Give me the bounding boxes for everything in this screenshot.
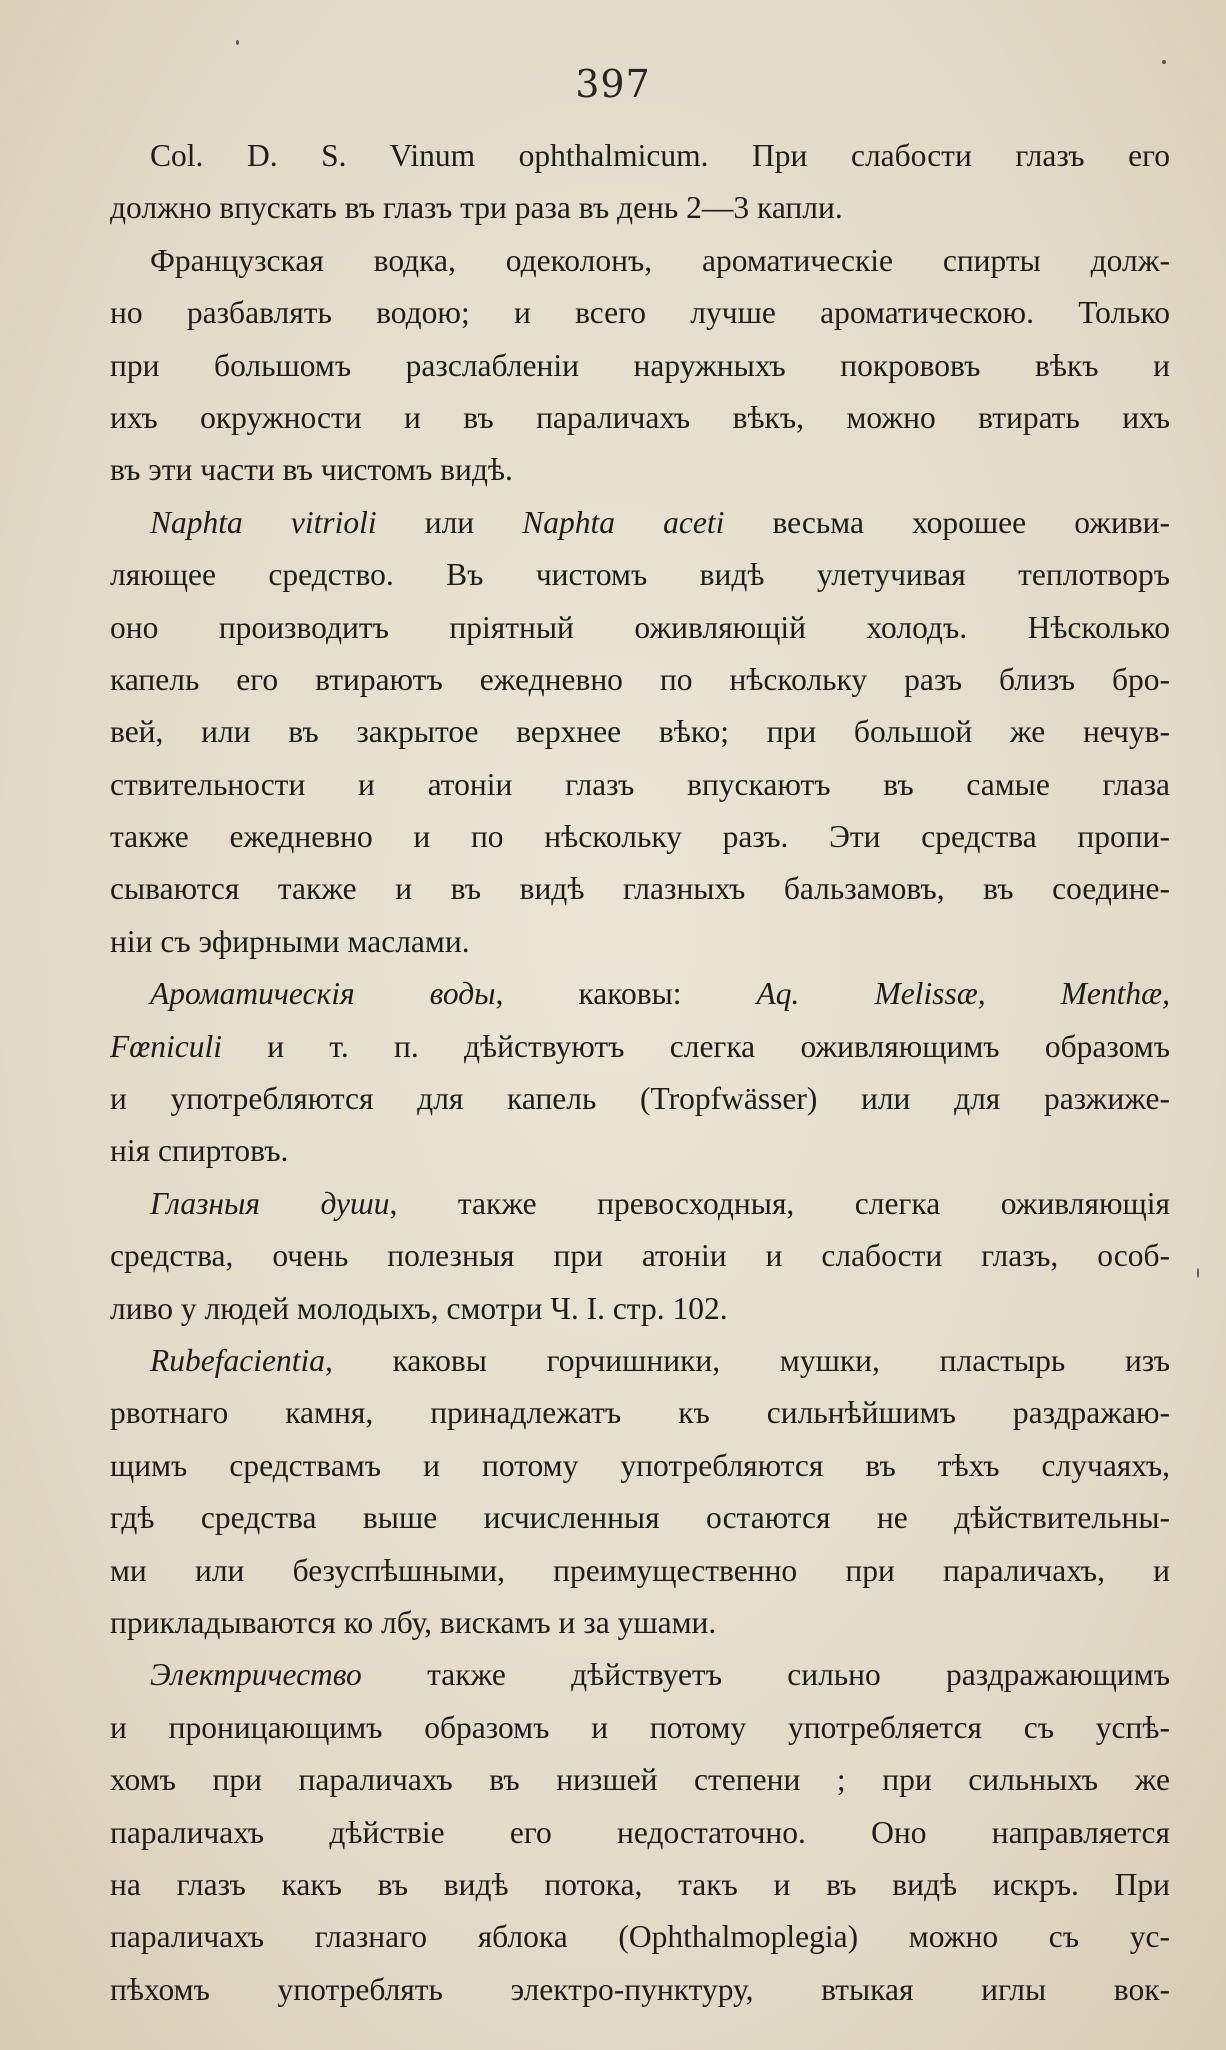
text-line — [110, 1597, 1170, 1649]
text-segment: гдѣ средства выше исчисленныя остаются не дѣйствительны- — [110, 1500, 1170, 1536]
text-segment: прикладываются ко лбу, вискамъ и за ушами. — [110, 1604, 717, 1640]
italic-term: Naphta aceti — [522, 504, 725, 540]
text-segment: параличахъ глазнаго яблока (Ophthalmoplegia) можно съ ус- — [110, 1919, 1170, 1955]
text-segment: ляющее средство. Въ чистомъ видѣ улетучивая теплотворъ — [110, 557, 1170, 593]
text-line — [110, 444, 1170, 496]
text-segment: но разбавлять водою; и всего лучше ароматическою. Только — [110, 295, 1170, 331]
text-line — [110, 1335, 1170, 1387]
text-segment: , каковы: — [495, 976, 757, 1012]
text-line — [110, 1283, 1170, 1335]
text-segment: капель его втираютъ ежедневно по нѣскольку разъ близъ бро- — [110, 661, 1170, 697]
text-segment: также дѣйствуетъ сильно раздражающимъ — [361, 1657, 1170, 1693]
text-line — [110, 1125, 1170, 1177]
text-line — [110, 182, 1170, 234]
text-segment: средства, очень полезныя при атоніи и слабости глазъ, особ- — [110, 1238, 1170, 1274]
text-line — [110, 1387, 1170, 1439]
page-number: 397 — [575, 62, 651, 106]
text-line — [110, 968, 1170, 1020]
text-line — [110, 1649, 1170, 1701]
text-line — [110, 1754, 1170, 1806]
italic-term: Глазныя души — [150, 1185, 390, 1221]
italic-term: Rubefacientia, — [150, 1342, 333, 1378]
italic-term: Ароматическія воды — [150, 976, 496, 1012]
text-line — [110, 1073, 1170, 1125]
paper-speck — [1197, 1268, 1199, 1278]
text-segment: и проницающимъ образомъ и потому употребляется съ успѣ- — [110, 1709, 1170, 1745]
text-segment: хомъ при параличахъ въ низшей степени ; при сильныхъ же — [110, 1762, 1170, 1798]
text-segment: и т. п. дѣйствуютъ слегка оживляющимъ образомъ — [222, 1028, 1170, 1064]
text-line — [110, 654, 1170, 706]
italic-term: Aq. Melissæ, Menthæ, — [756, 976, 1170, 1012]
text-line — [110, 1230, 1170, 1282]
text-line — [110, 497, 1170, 549]
text-segment: щимъ средствамъ и потому употребляются въ тѣхъ случаяхъ, — [110, 1447, 1170, 1483]
paper-speck — [236, 40, 239, 45]
text-line — [110, 916, 1170, 968]
italic-term: Fœniculi — [110, 1028, 222, 1064]
text-line — [110, 1807, 1170, 1859]
text-segment: Французская водка, одеколонъ, ароматическіе спирты долж- — [150, 242, 1170, 278]
text-line — [110, 706, 1170, 758]
text-segment: при большомъ разслабленіи наружныхъ покрововъ вѣкъ и — [110, 347, 1170, 383]
text-line — [110, 811, 1170, 863]
text-line — [110, 602, 1170, 654]
text-line — [110, 863, 1170, 915]
text-segment: весьма хорошее оживи- — [724, 504, 1170, 540]
text-line — [110, 130, 1170, 182]
text-segment: на глазъ какъ въ видѣ потока, такъ и въ видѣ искръ. При — [110, 1866, 1170, 1902]
text-segment: или — [376, 504, 523, 540]
italic-term: Naphta vitrioli — [150, 504, 377, 540]
italic-term: Электричество — [150, 1657, 362, 1693]
text-line — [110, 235, 1170, 287]
text-segment: ми или безуспѣшными, преимущественно при параличахъ, и — [110, 1552, 1170, 1588]
text-line — [110, 1021, 1170, 1073]
text-line — [110, 1964, 1170, 2016]
text-line — [110, 1911, 1170, 1963]
text-line — [110, 1440, 1170, 1492]
text-line — [110, 1702, 1170, 1754]
text-segment: пѣхомъ употреблять электро-пунктуру, втыкая иглы вок- — [110, 1971, 1170, 2007]
text-line — [110, 759, 1170, 811]
text-segment: вей, или въ закрытое верхнее вѣко; при большой же нечув- — [110, 714, 1170, 750]
text-segment: ніи съ эфирными маслами. — [110, 923, 470, 959]
text-segment: также ежедневно и по нѣскольку разъ. Эти средства пропи- — [110, 819, 1170, 855]
text-line — [110, 1178, 1170, 1230]
text-segment: сываются также и въ видѣ глазныхъ бальзамовъ, въ соедине- — [110, 871, 1170, 907]
text-line — [110, 340, 1170, 392]
text-segment: , также превосходныя, слегка оживляющія — [389, 1185, 1170, 1221]
text-segment: ихъ окружности и въ параличахъ вѣкъ, можно втирать ихъ — [110, 399, 1170, 435]
text-line — [110, 1492, 1170, 1544]
text-segment: рвотнаго камня, принадлежатъ къ сильнѣйшимъ раздражаю- — [110, 1395, 1170, 1431]
text-segment: параличахъ дѣйствіе его недостаточно. Оно направляется — [110, 1814, 1170, 1850]
text-segment: и употребляются для капель (Tropfwässer) или для разжиже- — [110, 1081, 1170, 1117]
text-line — [110, 1545, 1170, 1597]
text-line — [110, 1859, 1170, 1911]
body-text — [110, 130, 1170, 2016]
text-segment: ствительности и атоніи глазъ впускаютъ въ самые глаза — [110, 766, 1170, 802]
paper-speck — [1162, 60, 1166, 64]
text-segment: ливо у людей молодыхъ, смотри Ч. I. стр. 102. — [110, 1290, 728, 1326]
text-line — [110, 392, 1170, 444]
text-segment: Col. D. S. Vinum ophthalmicum. При слабости глазъ его — [150, 138, 1170, 173]
text-segment: каковы горчишники, мушки, пластырь изъ — [332, 1342, 1170, 1378]
text-line — [110, 549, 1170, 601]
text-line — [110, 287, 1170, 339]
text-segment: нія спиртовъ. — [110, 1133, 289, 1169]
text-segment: оно производитъ пріятный оживляющій холодъ. Нѣсколько — [110, 609, 1170, 645]
text-segment: должно впускать въ глазъ три раза въ день 2—3 капли. — [110, 190, 843, 226]
text-segment: въ эти части въ чистомъ видѣ. — [110, 452, 513, 488]
